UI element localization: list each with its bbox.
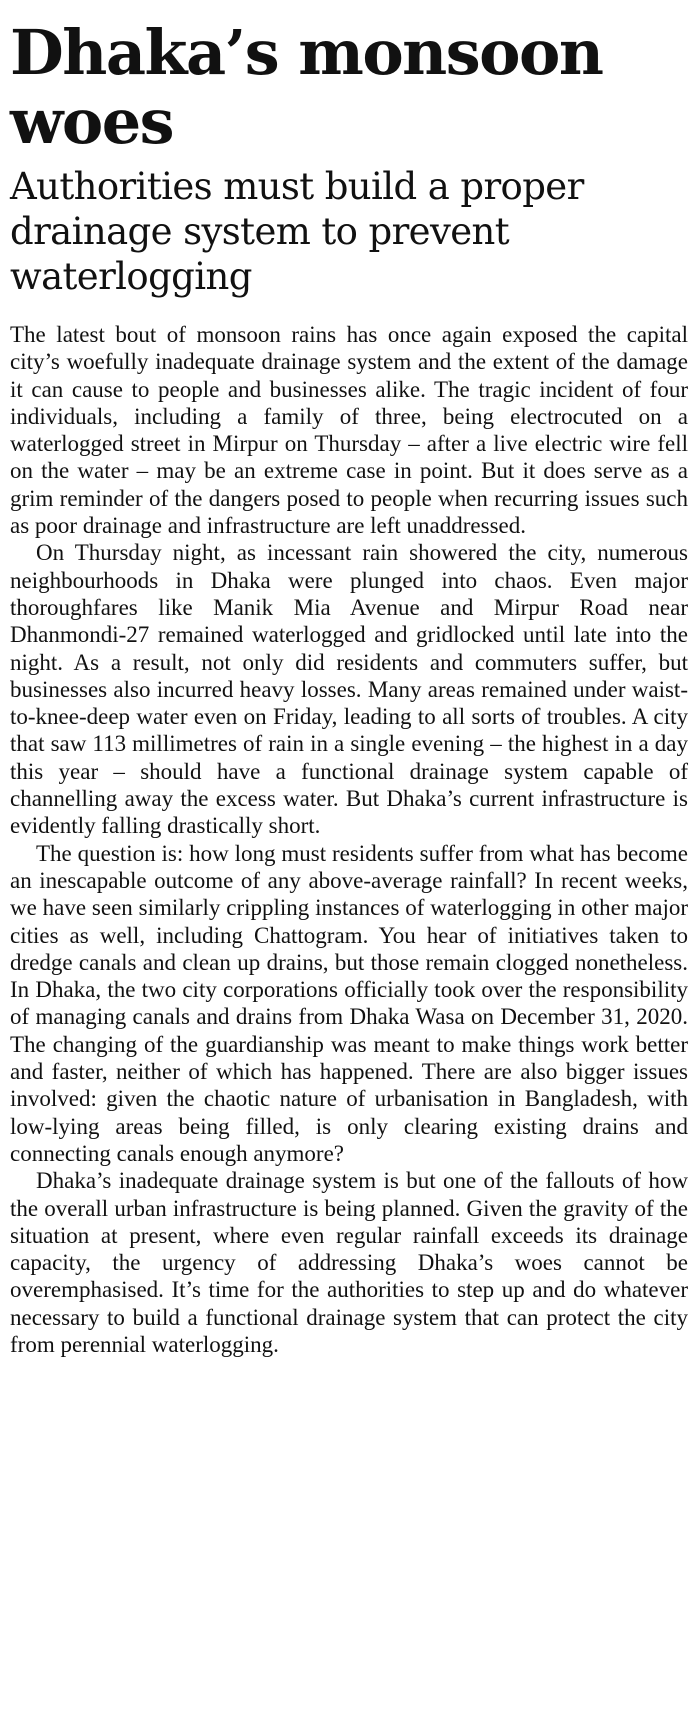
article-paragraph: Dhaka’s inadequate drainage system is but one of the fallouts of how the overall urban infrastructure is being planned. Given the gravity of the situation at present, where even regular rainfall exceeds its drainage capacity, the urgency of addressing Dhaka’s woes cannot be overemphasised. It’s time for the authorities to step up and do whatever necessary to build a functional drainage system that can protect the city from perennial waterlogging.	[10, 1168, 688, 1357]
article-headline: Dhaka’s monsoon woes	[10, 16, 603, 158]
article-paragraph: The question is: how long must residents suffer from what has become an inescapable outcome of any above-average rainfall? In recent weeks, we have seen similarly crippling instances of waterlogging in other major cities as well, including Chattogram. You hear of initiatives taken to dredge canals and clean up drains, but those remain clogged nonetheless. In Dhaka, the two city corporations officially took over the responsibility of managing canals and drains from Dhaka Wasa on December 31, 2020. The changing of the guardianship was meant to make things work better and faster, neither of which has happened. There are also bigger issues involved: given the chaotic nature of urbanisation in Bangladesh, with low-lying areas being filled, is only clearing existing drains and connecting canals enough anymore?	[10, 840, 688, 1166]
article-paragraph: The latest bout of monsoon rains has once again exposed the capital city’s woefully inadequate drainage system and the extent of the damage it can cause to people and businesses alike. The tragic incident of four individuals, including a family of three, being electrocuted on a waterlogged street in Mirpur on Thursday – after a live electric wire fell on the water – may be an extreme case in point. But it does serve as a grim reminder of the dangers posed to people when recurring issues such as poor drainage and infrastructure are left unaddressed.	[10, 322, 688, 539]
article-subheadline: Authorities must build a proper drainage system to prevent waterlogging	[10, 165, 584, 298]
article-body	[10, 321, 688, 1358]
article-paragraph: On Thursday night, as incessant rain showered the city, numerous neighbourhoods in Dhaka were plunged into chaos. Even major thoroughfares like Manik Mia Avenue and Mirpur Road near Dhanmondi-27 remained waterlogged and gridlocked until late into the night. As a result, not only did residents and commuters suffer, but businesses also incurred heavy losses. Many areas remained under waist-to-knee-deep water even on Friday, leading to all sorts of troubles. A city that saw 113 millimetres of rain in a single evening – the highest in a day this year – should have a functional drainage system capable of channelling away the excess water. But Dhaka’s current infrastructure is evidently falling drastically short.	[10, 540, 688, 839]
